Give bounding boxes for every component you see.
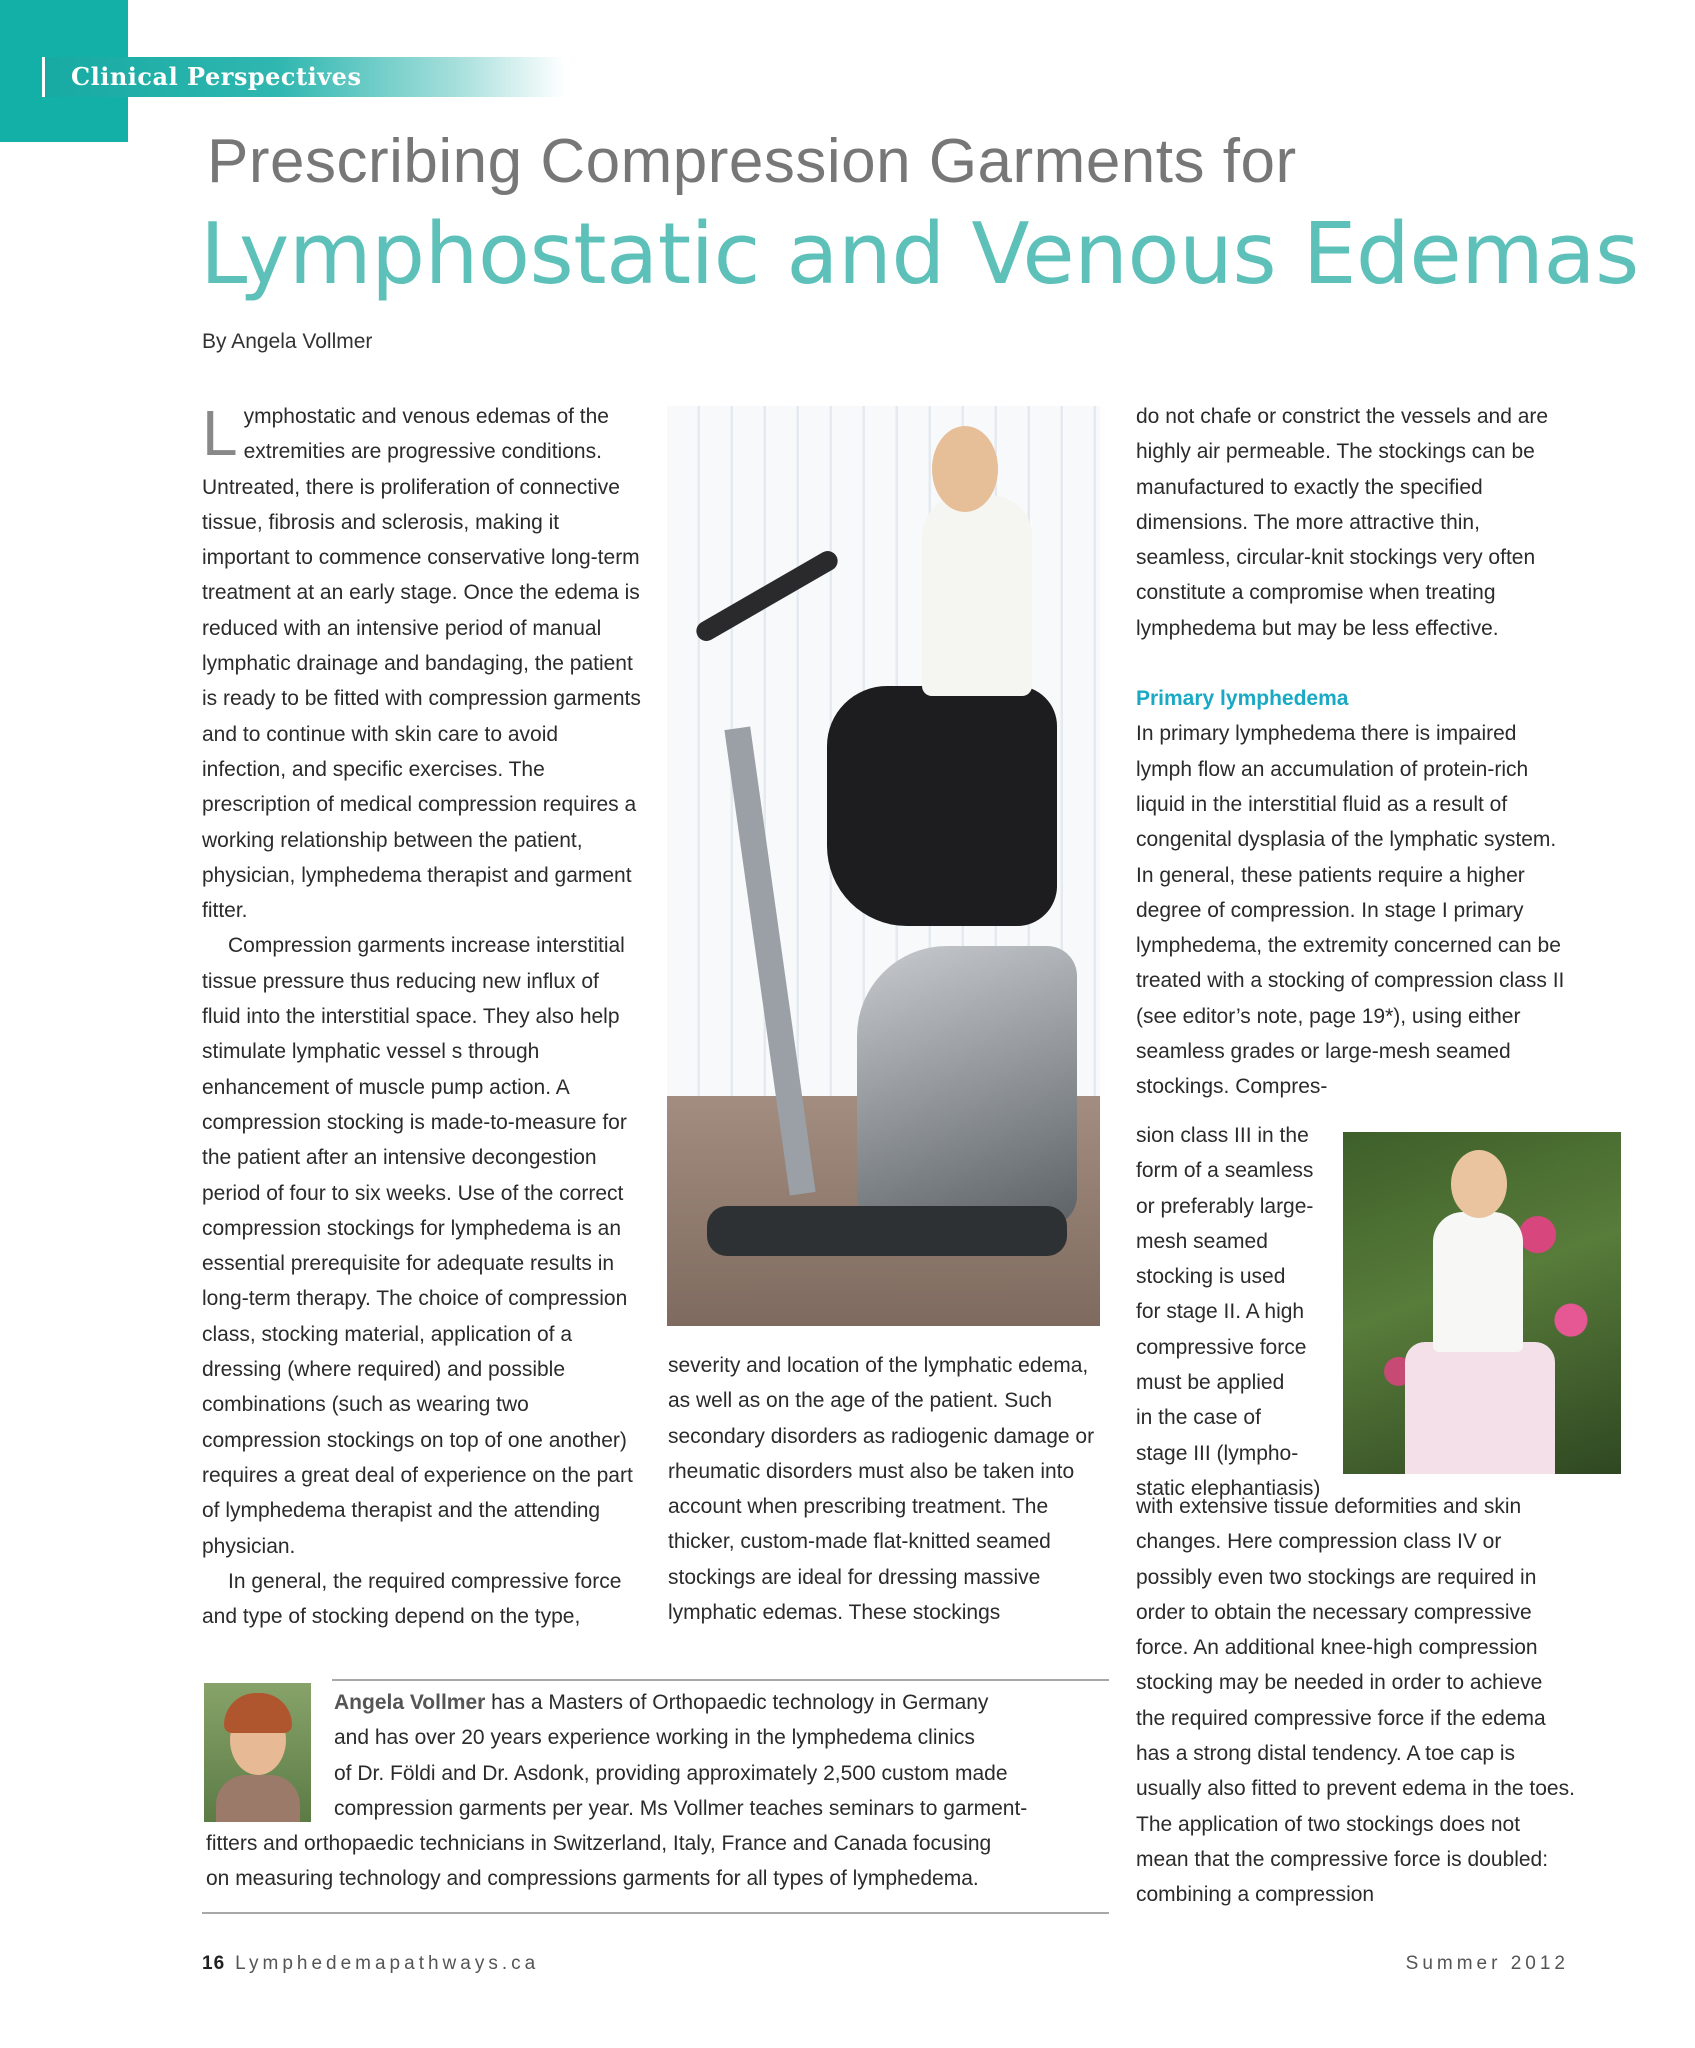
byline: By Angela Vollmer xyxy=(202,330,373,353)
section-label-banner xyxy=(42,57,565,97)
article-column-3-wrap xyxy=(1136,1118,1346,1506)
article-column-1 xyxy=(202,399,642,1634)
title-line-1: Prescribing Compression Garments for xyxy=(207,127,1297,196)
bike-body xyxy=(857,946,1077,1226)
wrap-line: compressive force xyxy=(1136,1335,1307,1359)
title-line-2: Lymphostatic and Venous Edemas xyxy=(200,205,1639,304)
bio-line-4: compression garments per year. Ms Vollmer teaches seminars to garment- xyxy=(334,1796,1028,1820)
wrap-line: mesh seamed xyxy=(1136,1229,1268,1253)
author-box-bottom-rule xyxy=(202,1912,1109,1914)
bio-line-6: on measuring technology and compressions garments for all types of lymphedema. xyxy=(206,1867,979,1891)
exercise-bike-photo xyxy=(667,406,1100,1326)
subheading-primary-lymphedema: Primary lymphedema xyxy=(1136,687,1349,711)
drop-cap: L xyxy=(202,397,238,469)
wrap-line: for stage II. A high xyxy=(1136,1300,1305,1324)
woman-head xyxy=(1451,1150,1507,1218)
rider-legs xyxy=(827,686,1057,926)
bio-line-2: and has over 20 years experience working in the lymphedema clinics xyxy=(334,1726,975,1750)
article-column-3-bottom xyxy=(1136,1489,1576,1913)
column-3-paragraph-3: with extensive tissue deformities and skin changes. Here compression class IV or possibly even two stockings are required in order to obtain the necessary compressive force. An additional knee-high compression stocking may be needed in order to achieve the required compressive force if the edema has a strong distal tendency. A toe cap is usually also fitted to prevent edema in the toes. The application of two stockings does not mean that the compressive force is doubled: combining a compression xyxy=(1136,1495,1575,1907)
bike-base xyxy=(707,1206,1067,1256)
section-label: Clinical Perspectives xyxy=(71,62,362,91)
garden-roses-photo xyxy=(1343,1132,1621,1474)
article-column-2 xyxy=(668,1348,1108,1630)
bio-line-5: fitters and orthopaedic technicians in Switzerland, Italy, France and Canada focusing xyxy=(206,1832,992,1856)
footer-left xyxy=(202,1953,539,1975)
wrap-line: stocking is used xyxy=(1136,1265,1286,1289)
bio-line-3: of Dr. Földi and Dr. Asdonk, providing approximately 2,500 custom made xyxy=(334,1761,1008,1785)
footer-site: Lymphedemapathways.ca xyxy=(235,1953,540,1974)
page-number: 16 xyxy=(202,1953,226,1974)
bio-line-1-text: has a Masters of Orthopaedic technology in Germany xyxy=(491,1691,989,1714)
wrap-line: form of a seamless xyxy=(1136,1159,1314,1183)
column-3-paragraph-2: In primary lymphedema there is impaired lymph flow an accumulation of protein-rich liquid in the interstitial fluid as a result of congenital dysplasia of the lymphatic system. In general, these patients require a higher degree of compression. In stage I primary lymphedema, the extremity concerned can be treated with a stocking of compression class II (see editor’s note, page 19*), using either seamless grades or large-mesh seamed stockings. Compres- xyxy=(1136,722,1565,1099)
article-column-3-top xyxy=(1136,399,1576,1105)
intro-paragraph xyxy=(202,399,642,928)
wrap-line: sion class III in the xyxy=(1136,1124,1309,1147)
wrap-line: static elephantiasis) xyxy=(1136,1476,1321,1500)
wrap-line: or preferably large- xyxy=(1136,1194,1314,1218)
rider-shirt xyxy=(922,496,1032,696)
wrap-line: in the case of xyxy=(1136,1406,1261,1430)
rider-head xyxy=(932,426,998,512)
author-box-top-rule xyxy=(332,1679,1109,1681)
wrap-line: stage III (lympho- xyxy=(1136,1441,1299,1465)
wrap-line: must be applied xyxy=(1136,1371,1285,1395)
paragraph-1-text: ymphostatic and venous edemas of the extremities are progressive conditions. Untreated, there is proliferation of connective tissue, fibrosis and sclerosis, making it important to commence conservative long-term treatment at an early stage. Once the edema is reduced with an intensive period of manual lymphatic drainage and bandaging, the patient is ready to be fitted with compression garments and to continue with skin care to avoid infection, and specific exercises. The prescription of medical compression requires a working relationship between the patient, physician, lymphedema therapist and garment fitter. xyxy=(202,405,641,923)
woman-top xyxy=(1433,1212,1523,1352)
author-name: Angela Vollmer xyxy=(334,1691,486,1714)
author-bio xyxy=(206,1685,1111,1897)
woman-skirt xyxy=(1405,1342,1555,1474)
column-2-paragraph: severity and location of the lymphatic edema, as well as on the age of the patient. Such secondary disorders as radiogenic damage or rheumatic disorders must also be taken into account when prescribing treatment. The thicker, custom-made flat-knitted seamed stockings are ideal for dressing massive lymphatic edemas. These stockings xyxy=(668,1354,1095,1625)
bio-line-1 xyxy=(206,1685,1111,1720)
footer-issue: Summer 2012 xyxy=(1405,1953,1569,1974)
paragraph-3: In general, the required compressive force and type of stocking depend on the type, xyxy=(202,1569,622,1629)
column-3-paragraph-1: do not chafe or constrict the vessels and are highly air permeable. The stockings can be manufactured to exactly the specified dimensions. The more attractive thin, seamless, circular-knit stockings very often constitute a compromise when treating lymphedema but may be less effective. xyxy=(1136,405,1549,640)
paragraph-2: Compression garments increase interstitial tissue pressure thus reducing new influx of fluid into the interstitial space. They also help stimulate lymphatic vessel s through enhancement of muscle pump action. A compression stocking is made-to-measure for the patient after an intensive decongestion period of four to six weeks. Use of the correct compression stockings for lymphedema is an essential prerequisite for adequate results in long-term therapy. The choice of compression class, stocking material, application of a dressing (where required) and possible combinations (such as wearing two compression stockings on top of one another) requires a great deal of experience on the part of lymphedema therapist and the attending physician. xyxy=(202,934,633,1558)
